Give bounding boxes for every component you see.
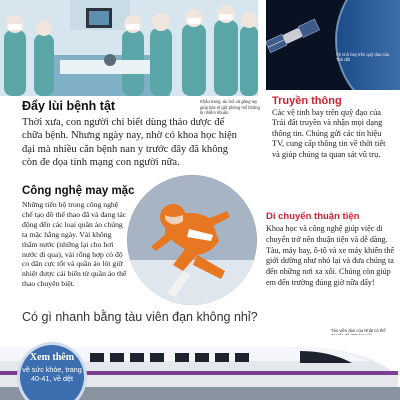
satellite-illustration: [266, 0, 400, 90]
skater-illustration: [127, 175, 257, 305]
satellite-photo: [266, 0, 400, 90]
heading-communication: Truyền thông: [272, 95, 342, 107]
heading-movement: Di chuyển thuận tiện: [266, 211, 360, 222]
surgery-photo: [0, 0, 258, 96]
skater-photo: [127, 175, 257, 305]
see-more-title: Xem thêm: [29, 352, 75, 363]
body-sewing: Những tiến bộ trong công nghệ chế tạo đồ thể thao đã và đang tác động đến các loại quần áo chúng ta mặc hằng ngày. Vải không thấm nước (những lại cho hơi nước đi qua), vải rống hợp có độ co dãn cực tốt và quần áo lót giữ nhiệt được cải biến từ quần áo thể thao chuyên biệt.: [22, 200, 127, 289]
body-movement: Khoa học và công nghệ giúp việc di chuyển trở nên thuận tiện và dễ dàng. Tàu, máy bay, ô-tô và xe máy khiến thế giới dường như nhỏ lại và đưa chúng ta đến những nơi xa xôi. Chúng còn giúp em đến trường đúng giờ nữa đấy!: [266, 224, 395, 287]
body-disease: Thời xưa, con người chỉ biết dùng thảo dược để chữa bệnh. Nhưng ngày nay, nhờ có khoa học hiện đại mà nhiều căn bệnh nan y trước đây đã không còn đe dọa tính mạng con người nữa.: [22, 117, 237, 168]
see-more-badge: [20, 345, 84, 400]
body-communication: Các vệ tinh bay trên quỹ đạo của Trái đất truyền và nhận mọi dạng thông tin. Chúng gửi các tín hiệu TV, cung cấp thông tin về thời tiết và giúp chúng ta quan sát vũ trụ.: [272, 108, 386, 159]
heading-sewing: Công nghệ may mặc: [22, 185, 135, 197]
surgery-illustration: [0, 0, 258, 96]
surgery-caption: Khẩu trang, áo mổ và găng tay giúp bác sĩ giữ phòng mổ không bị nhiễm khuẩn.: [200, 99, 260, 116]
train-question: Có gì nhanh bằng tàu viên đạn không nhỉ?: [22, 310, 258, 324]
heading-disease: Đẩy lùi bệnh tật: [22, 99, 116, 113]
satellite-caption: Vệ tinh bay trên quỹ đạo của Trái đất: [336, 52, 390, 63]
see-more-body: về sức khỏe, trang 40-41, về dệt: [22, 365, 82, 383]
train-caption: Tàu viên đạn của Nhật có thể: [331, 328, 386, 333]
